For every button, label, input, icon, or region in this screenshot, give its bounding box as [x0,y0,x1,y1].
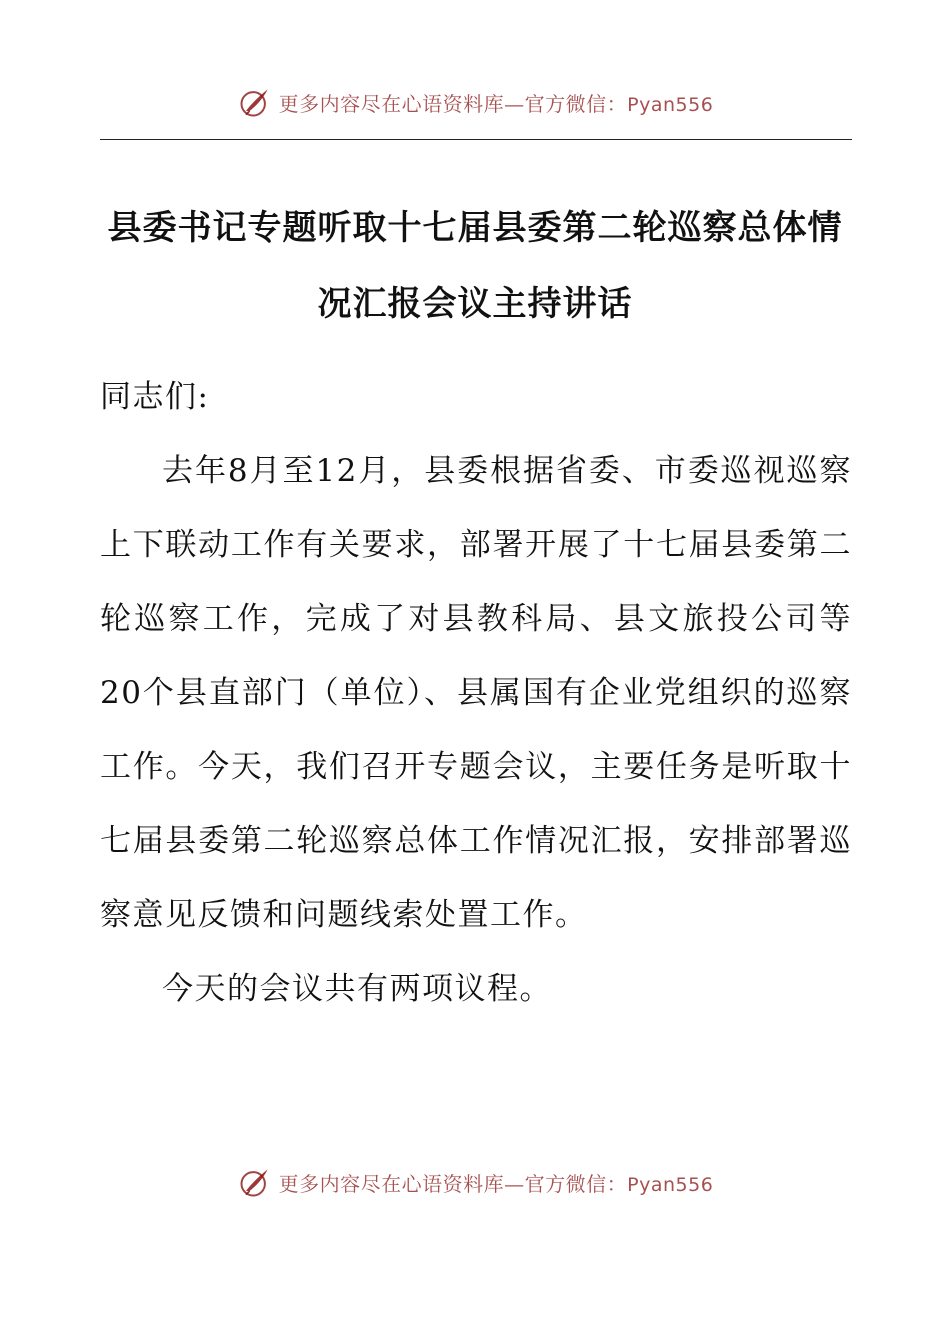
quill-pen-circle-icon [237,84,273,120]
salutation: 同志们: [100,379,210,415]
header-divider [100,139,852,140]
document-body [100,360,852,1026]
quill-pen-circle-icon [237,1164,273,1200]
header-watermark [0,82,950,122]
wechat-id: Pyan556 [627,1173,714,1196]
document-title [95,190,855,342]
watermark-text: 更多内容尽在心语资料库—官方微信：Pyan556 [278,1171,714,1196]
paragraph-2: 今天的会议共有两项议程。 [162,971,552,1007]
watermark-text: 更多内容尽在心语资料库—官方微信：Pyan556 [278,91,714,116]
footer-watermark [0,1162,950,1202]
wechat-id: Pyan556 [627,93,714,116]
title-line-1: 县委书记专题听取十七届县委第二轮巡察总体情 [107,208,843,248]
title-line-2: 况汇报会议主持讲话 [317,284,633,324]
paragraph-1: 去年8月至12月，县委根据省委、市委巡视巡察上下联动工作有关要求，部署开展了十七届县委第二轮巡察工作，完成了对县教科局、县文旅投公司等20个县直部门（单位）、县属国有企业党组织的巡察工作。今天，我们召开专题会议，主要任务是听取十七届县委第二轮巡察总体工作情况汇报，安排部署巡察意见反馈和问题线索处置工作。 [100,453,852,933]
